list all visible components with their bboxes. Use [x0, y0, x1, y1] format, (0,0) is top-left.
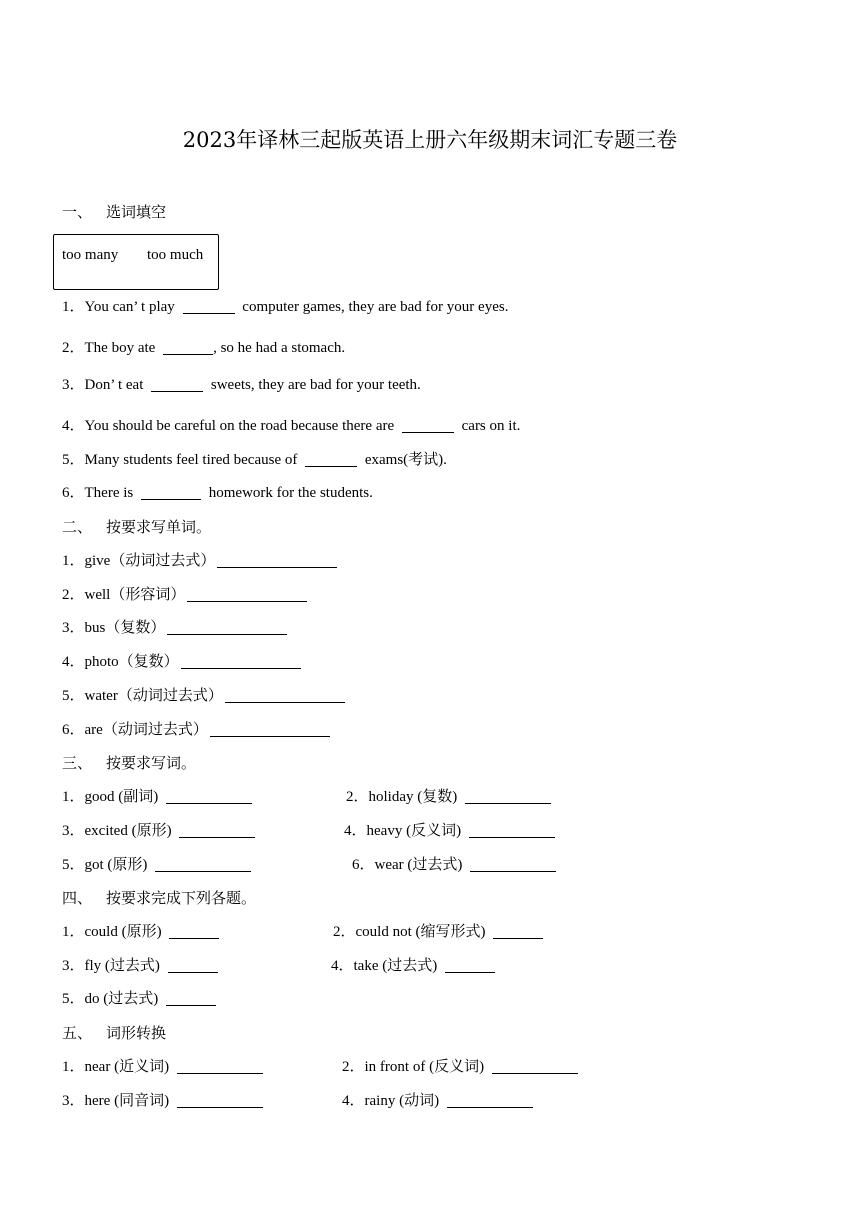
- answer-blank[interactable]: [167, 618, 287, 635]
- question-2-1: 1．give（动词过去式）: [62, 551, 341, 571]
- question-4-5: 5．do (过去式): [62, 989, 220, 1009]
- question-1-5: 5．Many students feel tired because of exams(考试).: [62, 452, 447, 468]
- question-3-2: 2．holiday (复数): [346, 787, 555, 807]
- question-1-4: 4．You should be careful on the road because there are cars on it.: [62, 418, 521, 434]
- question-1-6: 6．There is homework for the students.: [62, 485, 373, 501]
- question-2-2: 2．well（形容词）: [62, 585, 311, 605]
- question-2-6: 6．are（动词过去式）: [62, 720, 334, 740]
- answer-blank[interactable]: [169, 922, 219, 939]
- section-heading-5: 五、 词形转换: [62, 1024, 167, 1042]
- answer-blank[interactable]: [305, 450, 357, 467]
- answer-blank[interactable]: [402, 416, 454, 433]
- question-3-6: 6．wear (过去式): [352, 855, 560, 875]
- word-choice-box: [53, 234, 219, 290]
- answer-blank[interactable]: [141, 483, 201, 500]
- answer-blank[interactable]: [470, 855, 556, 872]
- question-4-1: 1．could (原形): [62, 922, 223, 942]
- question-3-3: 3．excited (原形): [62, 821, 259, 841]
- answer-blank[interactable]: [217, 551, 337, 568]
- answer-blank[interactable]: [163, 338, 213, 355]
- answer-blank[interactable]: [166, 989, 216, 1006]
- answer-blank[interactable]: [168, 956, 218, 973]
- answer-blank[interactable]: [177, 1091, 263, 1108]
- answer-blank[interactable]: [181, 652, 301, 669]
- question-2-4: 4．photo（复数）: [62, 652, 305, 672]
- answer-blank[interactable]: [492, 1057, 578, 1074]
- question-5-1: 1．near (近义词): [62, 1057, 267, 1077]
- answer-blank[interactable]: [183, 297, 235, 314]
- question-4-3: 3．fly (过去式): [62, 956, 222, 976]
- answer-blank[interactable]: [465, 787, 551, 804]
- question-2-5: 5．water（动词过去式）: [62, 686, 349, 706]
- answer-blank[interactable]: [447, 1091, 533, 1108]
- answer-blank[interactable]: [166, 787, 252, 804]
- question-1-1: 1．You can’ t play computer games, they are bad for your eyes.: [62, 299, 509, 315]
- answer-blank[interactable]: [210, 720, 330, 737]
- section-heading-2: 二、 按要求写单词。: [62, 518, 212, 536]
- question-1-2: 2．The boy ate , so he had a stomach.: [62, 340, 346, 356]
- answer-blank[interactable]: [187, 585, 307, 602]
- question-3-4: 4．heavy (反义词): [344, 821, 559, 841]
- answer-blank[interactable]: [445, 956, 495, 973]
- page-title: 2023年译林三起版英语上册六年级期末词汇专题三卷: [182, 128, 678, 152]
- question-2-3: 3．bus（复数）: [62, 618, 291, 638]
- question-4-4: 4．take (过去式): [331, 956, 499, 976]
- answer-blank[interactable]: [225, 686, 345, 703]
- section-heading-4: 四、 按要求完成下列各题。: [62, 889, 257, 907]
- word-option-1: too many: [62, 247, 119, 263]
- answer-blank[interactable]: [179, 821, 255, 838]
- question-1-3: 3．Don’ t eat sweets, they are bad for your teeth.: [62, 377, 421, 393]
- word-option-2: too much: [147, 247, 204, 263]
- section-heading-3: 三、 按要求写词。: [62, 754, 197, 772]
- question-3-1: 1．good (副词): [62, 787, 256, 807]
- question-5-3: 3．here (同音词): [62, 1091, 267, 1111]
- question-5-4: 4．rainy (动词): [342, 1091, 537, 1111]
- question-5-2: 2．in front of (反义词): [342, 1057, 582, 1077]
- section-heading-1: 一、 选词填空: [62, 203, 167, 221]
- answer-blank[interactable]: [155, 855, 251, 872]
- answer-blank[interactable]: [469, 821, 555, 838]
- answer-blank[interactable]: [151, 375, 203, 392]
- answer-blank[interactable]: [177, 1057, 263, 1074]
- question-4-2: 2．could not (缩写形式): [333, 922, 547, 942]
- question-3-5: 5．got (原形): [62, 855, 255, 875]
- answer-blank[interactable]: [493, 922, 543, 939]
